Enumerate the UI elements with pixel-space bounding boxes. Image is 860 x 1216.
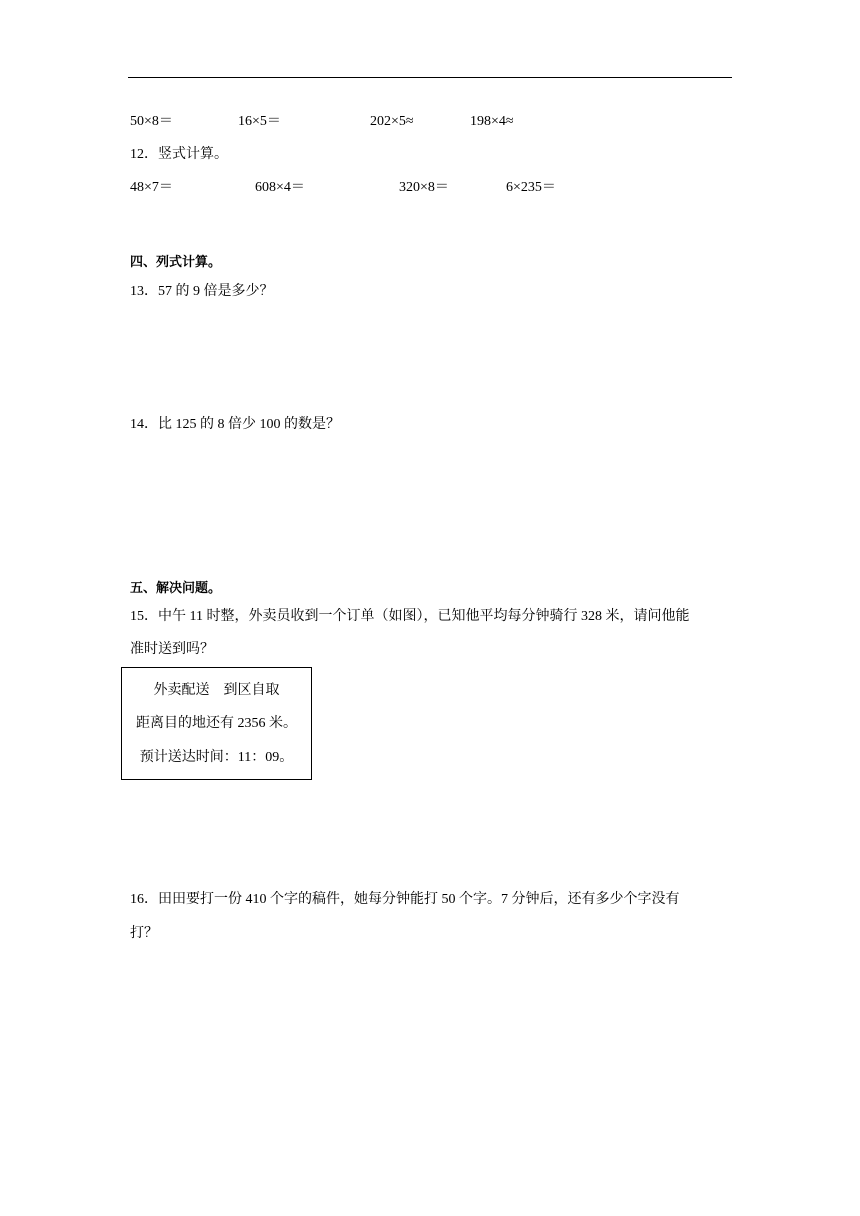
question-13: 13．57 的 9 倍是多少？ — [130, 284, 274, 299]
question-15-line1: 15．中午 11 时整，外卖员收到一个订单（如图），已知他平均每分钟骑行 328 米，请问他能 — [130, 609, 690, 624]
calc-item: 6×235＝ — [506, 180, 556, 195]
question-16-line1: 16．田田要打一份 410 个字的稿件，她每分钟能打 50 个字。7 分钟后，还有多少个字没有 — [130, 892, 680, 907]
order-info-box — [121, 667, 312, 780]
header-rule — [128, 77, 732, 78]
order-box-line1: 外卖配送 到区自取 — [153, 683, 280, 698]
section-heading-4: 四、列式计算。 — [130, 255, 222, 270]
order-box-line3: 预计送达时间：11：09。 — [139, 750, 294, 765]
calc-item: 50×8＝ — [130, 114, 173, 129]
order-box-line2: 距离目的地还有 2356 米。 — [136, 716, 297, 731]
question-12: 12．竖式计算。 — [130, 147, 228, 162]
calc-item: 202×5≈ — [370, 114, 414, 129]
calc-item: 16×5＝ — [238, 114, 281, 129]
calc-item: 198×4≈ — [470, 114, 514, 129]
question-14: 14．比 125 的 8 倍少 100 的数是？ — [130, 417, 340, 432]
calc-item: 48×7＝ — [130, 180, 173, 195]
calc-item: 320×8＝ — [399, 180, 449, 195]
question-16-line2: 打？ — [130, 926, 158, 941]
calc-item: 608×4＝ — [255, 180, 305, 195]
question-15-line2: 准时送到吗？ — [130, 642, 214, 657]
section-heading-5: 五、解决问题。 — [130, 581, 222, 596]
